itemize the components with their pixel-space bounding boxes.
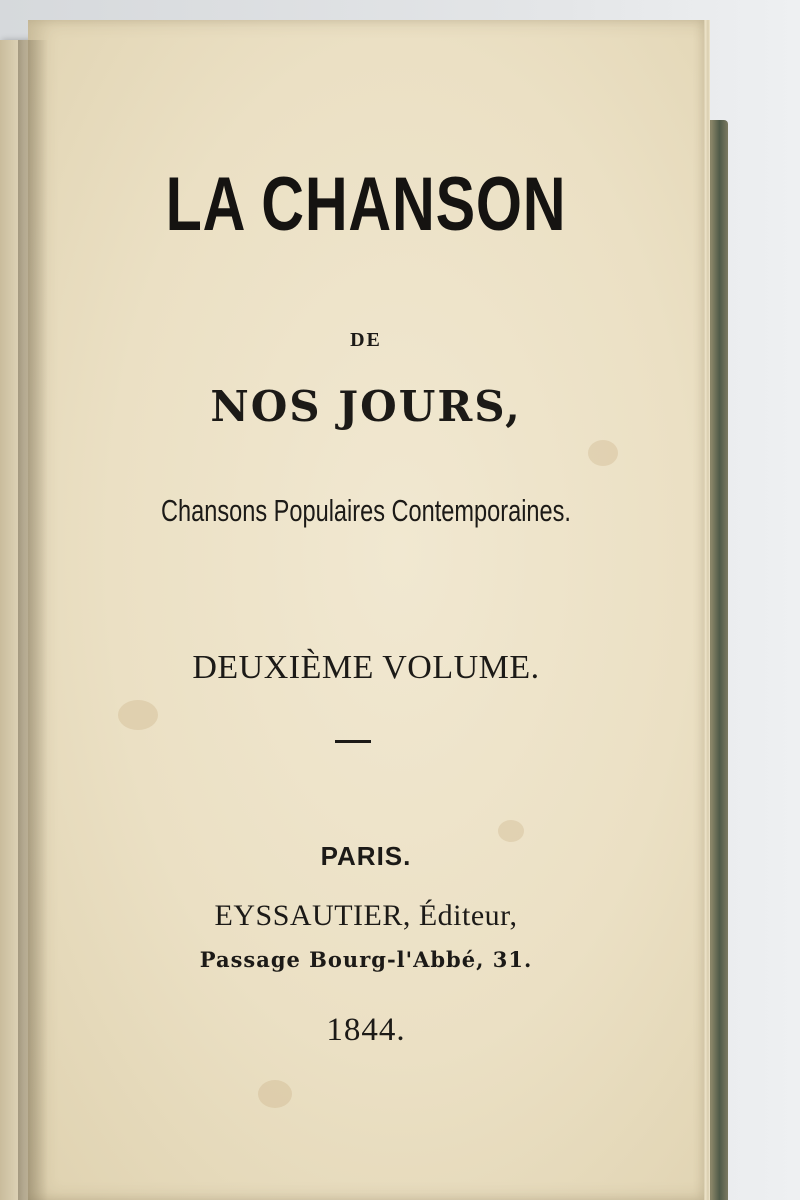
foxing-spot — [258, 1080, 292, 1108]
foxing-spot — [118, 700, 158, 730]
title-page — [28, 20, 704, 1200]
gutter-shadow — [18, 40, 48, 1200]
title-connector: DE — [350, 329, 382, 351]
publisher-address: Passage Bourg-l'Abbé, 31. — [199, 947, 533, 972]
volume-label: DEUXIÈME VOLUME. — [192, 649, 540, 686]
title-second-line: NOS JOURS, — [210, 382, 522, 431]
book-title: LA CHANSON — [165, 162, 567, 247]
book-subtitle: Chansons Populaires Contemporaines. — [161, 493, 571, 528]
city-label: PARIS. — [320, 841, 412, 871]
divider-rule — [335, 740, 371, 743]
publication-year: 1844. — [326, 1012, 406, 1048]
publisher-label: EYSSAUTIER, Éditeur, — [214, 899, 518, 932]
foxing-spot — [498, 820, 524, 842]
foxing-spot — [588, 440, 618, 466]
